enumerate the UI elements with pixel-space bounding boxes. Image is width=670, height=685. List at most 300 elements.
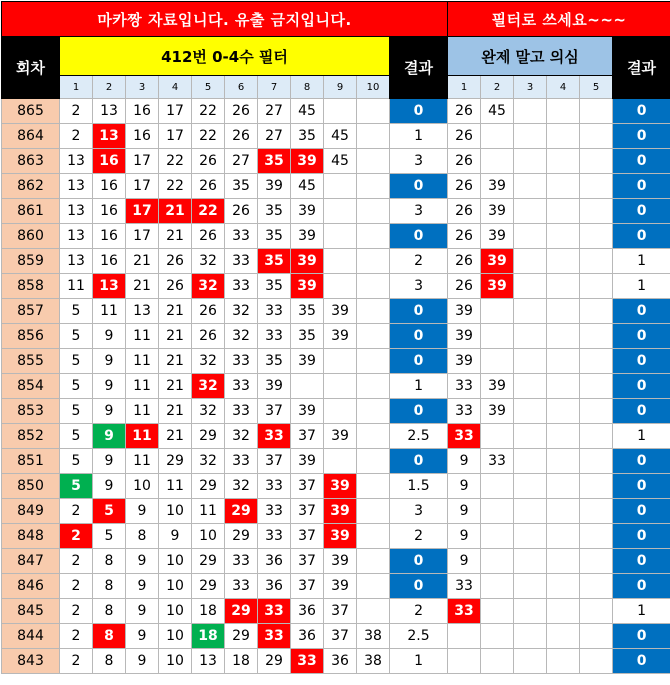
filter-cell bbox=[357, 124, 390, 149]
filter-cell: 26 bbox=[225, 99, 258, 124]
doubt-cell bbox=[580, 449, 613, 474]
filter-cell: 2 bbox=[60, 524, 93, 549]
filter-cell: 39 bbox=[291, 149, 324, 174]
doubt-cell bbox=[514, 549, 547, 574]
filter-title: 412번 0-4수 필터 bbox=[60, 37, 390, 76]
table-row bbox=[2, 474, 670, 499]
filter-cell: 21 bbox=[159, 424, 192, 449]
round-cell: 843 bbox=[2, 649, 60, 674]
filter-cell: 8 bbox=[126, 524, 159, 549]
doubt-cell: 9 bbox=[448, 499, 481, 524]
result-cell: 0 bbox=[390, 449, 448, 474]
result2-cell: 0 bbox=[613, 299, 670, 324]
filter-cell bbox=[357, 549, 390, 574]
doubt-cell bbox=[580, 224, 613, 249]
filter-cell: 9 bbox=[93, 349, 126, 374]
filter-cell: 35 bbox=[258, 349, 291, 374]
doubt-cell bbox=[547, 424, 580, 449]
filter-cell: 29 bbox=[192, 549, 225, 574]
round-cell: 861 bbox=[2, 199, 60, 224]
result2-cell: 0 bbox=[613, 474, 670, 499]
result2-cell: 1 bbox=[613, 249, 670, 274]
filter-cell: 39 bbox=[324, 499, 357, 524]
filter-cell: 33 bbox=[225, 224, 258, 249]
filter-cell: 21 bbox=[159, 224, 192, 249]
filter-cell: 11 bbox=[126, 424, 159, 449]
filter-cell bbox=[357, 274, 390, 299]
result-header: 결과 bbox=[390, 37, 448, 99]
doubt-cell bbox=[481, 499, 514, 524]
filter-cell: 33 bbox=[225, 574, 258, 599]
filter-cell: 39 bbox=[324, 549, 357, 574]
filter-cell: 5 bbox=[60, 374, 93, 399]
result2-cell: 1 bbox=[613, 424, 670, 449]
filter-cell bbox=[357, 424, 390, 449]
doubt-cell: 39 bbox=[481, 399, 514, 424]
result2-cell: 0 bbox=[613, 349, 670, 374]
filter-cell: 33 bbox=[225, 374, 258, 399]
doubt-cell: 33 bbox=[448, 399, 481, 424]
filter-cell: 39 bbox=[291, 399, 324, 424]
doubt-cell bbox=[547, 599, 580, 624]
doubt-cell bbox=[580, 599, 613, 624]
result-cell: 2 bbox=[390, 249, 448, 274]
filter-cell: 17 bbox=[159, 124, 192, 149]
result-cell: 0 bbox=[390, 99, 448, 124]
doubt-cell bbox=[547, 299, 580, 324]
filter-cell bbox=[291, 374, 324, 399]
doubt-cell: 9 bbox=[448, 524, 481, 549]
result2-cell: 0 bbox=[613, 374, 670, 399]
doubt-cell bbox=[514, 474, 547, 499]
filter-cell: 22 bbox=[192, 99, 225, 124]
table-row bbox=[2, 199, 670, 224]
doubt-cell bbox=[547, 224, 580, 249]
filter-cell: 17 bbox=[126, 224, 159, 249]
filter-cell: 39 bbox=[291, 349, 324, 374]
doubt-cell bbox=[514, 99, 547, 124]
round-cell: 848 bbox=[2, 524, 60, 549]
result2-cell: 0 bbox=[613, 149, 670, 174]
filter-cell: 21 bbox=[159, 199, 192, 224]
filter-cell: 16 bbox=[93, 224, 126, 249]
doubt-cell: 26 bbox=[448, 249, 481, 274]
filter-cell: 10 bbox=[159, 574, 192, 599]
filter-cell: 39 bbox=[291, 274, 324, 299]
filter-cell: 38 bbox=[357, 624, 390, 649]
filter-cell: 35 bbox=[291, 324, 324, 349]
table-row bbox=[2, 499, 670, 524]
filter-cell: 10 bbox=[159, 599, 192, 624]
table-row bbox=[2, 174, 670, 199]
round-cell: 856 bbox=[2, 324, 60, 349]
round-cell: 845 bbox=[2, 599, 60, 624]
filter-cell: 33 bbox=[225, 249, 258, 274]
result2-cell: 0 bbox=[613, 549, 670, 574]
filter-cell bbox=[357, 574, 390, 599]
doubt-cell bbox=[580, 374, 613, 399]
filter-cell: 37 bbox=[291, 524, 324, 549]
doubt-cell bbox=[514, 374, 547, 399]
filter-cell: 9 bbox=[93, 324, 126, 349]
doubt-cell bbox=[481, 599, 514, 624]
filter-cell: 37 bbox=[258, 399, 291, 424]
doubt-cell: 26 bbox=[448, 149, 481, 174]
doubt-cell bbox=[514, 399, 547, 424]
filter-cell bbox=[324, 174, 357, 199]
result-cell: 0 bbox=[390, 399, 448, 424]
result-cell: 0 bbox=[390, 574, 448, 599]
doubt-cell bbox=[481, 549, 514, 574]
doubt-cell bbox=[514, 124, 547, 149]
filter-cell: 29 bbox=[258, 649, 291, 674]
doubt-cell bbox=[580, 199, 613, 224]
filter-cell: 13 bbox=[60, 174, 93, 199]
filter-cell: 9 bbox=[126, 649, 159, 674]
filter-cell: 39 bbox=[324, 574, 357, 599]
filter-col-8: 8 bbox=[291, 76, 324, 99]
filter-cell: 39 bbox=[324, 524, 357, 549]
doubt-cell bbox=[547, 374, 580, 399]
filter-cell: 16 bbox=[93, 249, 126, 274]
filter-cell bbox=[357, 399, 390, 424]
filter-cell: 36 bbox=[258, 574, 291, 599]
banner-left: 마카짱 자료입니다. 유출 금지입니다. bbox=[2, 2, 448, 37]
doubt-cell bbox=[547, 249, 580, 274]
filter-cell: 16 bbox=[93, 174, 126, 199]
filter-cell: 35 bbox=[258, 199, 291, 224]
filter-cell bbox=[324, 199, 357, 224]
doubt-cell bbox=[580, 249, 613, 274]
result-cell: 0 bbox=[390, 174, 448, 199]
doubt-cell bbox=[547, 99, 580, 124]
filter-cell bbox=[357, 474, 390, 499]
doubt-cell bbox=[481, 149, 514, 174]
filter-cell: 29 bbox=[192, 424, 225, 449]
table-row bbox=[2, 624, 670, 649]
filter-cell: 45 bbox=[291, 99, 324, 124]
filter-cell: 33 bbox=[225, 449, 258, 474]
result2-cell: 0 bbox=[613, 224, 670, 249]
doubt-cell: 9 bbox=[448, 474, 481, 499]
result-cell: 2 bbox=[390, 524, 448, 549]
filter-cell: 39 bbox=[291, 449, 324, 474]
doubt-cell bbox=[547, 324, 580, 349]
filter-cell: 9 bbox=[93, 449, 126, 474]
filter-cell: 33 bbox=[225, 274, 258, 299]
filter-cell: 37 bbox=[258, 449, 291, 474]
filter-cell: 11 bbox=[126, 449, 159, 474]
filter-cell: 29 bbox=[225, 499, 258, 524]
table-row bbox=[2, 149, 670, 174]
filter-cell: 35 bbox=[258, 224, 291, 249]
table-row bbox=[2, 424, 670, 449]
doubt-cell: 45 bbox=[481, 99, 514, 124]
filter-cell: 13 bbox=[93, 99, 126, 124]
filter-cell: 39 bbox=[324, 424, 357, 449]
filter-cell: 32 bbox=[192, 449, 225, 474]
doubt-cell bbox=[514, 624, 547, 649]
doubt-cell bbox=[580, 549, 613, 574]
round-cell: 858 bbox=[2, 274, 60, 299]
filter-cell: 13 bbox=[192, 649, 225, 674]
filter-cell bbox=[357, 199, 390, 224]
doubt-cell: 39 bbox=[481, 274, 514, 299]
filter-cell bbox=[357, 374, 390, 399]
filter-cell: 37 bbox=[291, 424, 324, 449]
filter-cell: 18 bbox=[225, 649, 258, 674]
filter-col-9: 9 bbox=[324, 76, 357, 99]
doubt-cell bbox=[514, 299, 547, 324]
filter-cell: 35 bbox=[258, 274, 291, 299]
round-cell: 854 bbox=[2, 374, 60, 399]
filter-cell: 29 bbox=[192, 474, 225, 499]
filter-cell: 45 bbox=[324, 124, 357, 149]
doubt-title: 완제 말고 의심 bbox=[448, 37, 613, 76]
filter-cell bbox=[324, 374, 357, 399]
doubt-cell bbox=[580, 349, 613, 374]
doubt-cell bbox=[580, 174, 613, 199]
table-row bbox=[2, 524, 670, 549]
filter-col-1: 1 bbox=[60, 76, 93, 99]
filter-cell bbox=[324, 449, 357, 474]
doubt-cell: 39 bbox=[481, 224, 514, 249]
result-cell: 3 bbox=[390, 499, 448, 524]
doubt-cell: 33 bbox=[481, 449, 514, 474]
doubt-cell bbox=[514, 149, 547, 174]
doubt-cell: 33 bbox=[448, 424, 481, 449]
table-row bbox=[2, 249, 670, 274]
filter-cell: 11 bbox=[159, 474, 192, 499]
filter-cell: 26 bbox=[192, 299, 225, 324]
round-cell: 844 bbox=[2, 624, 60, 649]
table-row bbox=[2, 324, 670, 349]
doubt-cell bbox=[547, 274, 580, 299]
filter-cell bbox=[357, 449, 390, 474]
doubt-cell bbox=[580, 399, 613, 424]
filter-cell: 33 bbox=[258, 324, 291, 349]
filter-cell: 37 bbox=[324, 599, 357, 624]
filter-cell: 11 bbox=[60, 274, 93, 299]
filter-cell: 8 bbox=[93, 624, 126, 649]
filter-cell: 37 bbox=[291, 574, 324, 599]
doubt-cell bbox=[580, 324, 613, 349]
filter-cell: 21 bbox=[159, 324, 192, 349]
result-cell: 1 bbox=[390, 374, 448, 399]
doubt-cell bbox=[481, 349, 514, 374]
filter-cell: 33 bbox=[258, 524, 291, 549]
doubt-col-1: 1 bbox=[448, 76, 481, 99]
filter-cell: 36 bbox=[258, 549, 291, 574]
result2-cell: 0 bbox=[613, 624, 670, 649]
filter-cell: 32 bbox=[225, 324, 258, 349]
doubt-cell: 9 bbox=[448, 449, 481, 474]
doubt-cell: 33 bbox=[448, 374, 481, 399]
doubt-cell: 39 bbox=[448, 324, 481, 349]
filter-cell: 29 bbox=[192, 574, 225, 599]
filter-cell: 11 bbox=[126, 324, 159, 349]
filter-cell: 11 bbox=[126, 399, 159, 424]
filter-col-5: 5 bbox=[192, 76, 225, 99]
table-row bbox=[2, 99, 670, 124]
doubt-cell bbox=[580, 274, 613, 299]
filter-cell: 33 bbox=[258, 599, 291, 624]
doubt-cell: 26 bbox=[448, 199, 481, 224]
filter-cell bbox=[324, 399, 357, 424]
doubt-cell: 39 bbox=[481, 199, 514, 224]
filter-cell: 33 bbox=[258, 424, 291, 449]
filter-cell bbox=[324, 349, 357, 374]
filter-cell: 2 bbox=[60, 549, 93, 574]
doubt-cell bbox=[481, 299, 514, 324]
filter-cell bbox=[357, 224, 390, 249]
doubt-cell: 39 bbox=[448, 299, 481, 324]
doubt-cell: 26 bbox=[448, 274, 481, 299]
doubt-cell bbox=[580, 99, 613, 124]
doubt-cell bbox=[580, 424, 613, 449]
round-cell: 847 bbox=[2, 549, 60, 574]
result2-cell: 0 bbox=[613, 99, 670, 124]
filter-cell: 32 bbox=[192, 249, 225, 274]
filter-cell: 8 bbox=[93, 549, 126, 574]
round-cell: 864 bbox=[2, 124, 60, 149]
round-cell: 859 bbox=[2, 249, 60, 274]
filter-cell: 16 bbox=[126, 99, 159, 124]
result2-cell: 1 bbox=[613, 274, 670, 299]
doubt-cell: 33 bbox=[448, 574, 481, 599]
doubt-cell bbox=[514, 449, 547, 474]
filter-cell: 2 bbox=[60, 124, 93, 149]
filter-cell: 33 bbox=[258, 499, 291, 524]
doubt-cell bbox=[547, 149, 580, 174]
result2-cell: 0 bbox=[613, 649, 670, 674]
result-cell: 2.5 bbox=[390, 424, 448, 449]
result-cell: 2.5 bbox=[390, 624, 448, 649]
round-cell: 863 bbox=[2, 149, 60, 174]
filter-cell: 32 bbox=[192, 349, 225, 374]
filter-col-10: 10 bbox=[357, 76, 390, 99]
filter-cell: 13 bbox=[93, 274, 126, 299]
filter-cell: 10 bbox=[159, 624, 192, 649]
result2-cell: 0 bbox=[613, 524, 670, 549]
doubt-cell bbox=[580, 299, 613, 324]
filter-cell: 26 bbox=[192, 149, 225, 174]
filter-cell bbox=[357, 149, 390, 174]
result-cell: 1 bbox=[390, 124, 448, 149]
filter-cell bbox=[357, 599, 390, 624]
result-cell: 1 bbox=[390, 649, 448, 674]
filter-cell: 32 bbox=[192, 374, 225, 399]
doubt-cell bbox=[547, 349, 580, 374]
doubt-cell bbox=[514, 174, 547, 199]
round-cell: 862 bbox=[2, 174, 60, 199]
doubt-cell bbox=[514, 224, 547, 249]
filter-cell: 10 bbox=[159, 499, 192, 524]
result2-header: 결과 bbox=[613, 37, 670, 99]
filter-cell bbox=[357, 299, 390, 324]
result2-cell: 0 bbox=[613, 499, 670, 524]
result2-cell: 0 bbox=[613, 199, 670, 224]
doubt-cell bbox=[547, 524, 580, 549]
filter-cell: 21 bbox=[159, 349, 192, 374]
filter-cell: 5 bbox=[93, 524, 126, 549]
filter-cell: 32 bbox=[225, 424, 258, 449]
filter-cell: 21 bbox=[126, 274, 159, 299]
doubt-cell bbox=[514, 274, 547, 299]
filter-cell: 16 bbox=[126, 124, 159, 149]
table-row bbox=[2, 274, 670, 299]
table-row bbox=[2, 124, 670, 149]
filter-cell: 18 bbox=[192, 599, 225, 624]
filter-cell: 13 bbox=[60, 224, 93, 249]
result-cell: 3 bbox=[390, 149, 448, 174]
filter-cell: 32 bbox=[225, 474, 258, 499]
filter-cell bbox=[357, 324, 390, 349]
filter-cell: 33 bbox=[291, 649, 324, 674]
filter-cell: 11 bbox=[192, 499, 225, 524]
filter-cell: 9 bbox=[93, 424, 126, 449]
doubt-cell: 26 bbox=[448, 174, 481, 199]
doubt-cell bbox=[547, 199, 580, 224]
doubt-cell bbox=[514, 424, 547, 449]
doubt-cell bbox=[580, 499, 613, 524]
doubt-cell bbox=[481, 574, 514, 599]
doubt-cell bbox=[448, 624, 481, 649]
filter-cell bbox=[324, 274, 357, 299]
doubt-cell bbox=[514, 599, 547, 624]
filter-cell: 21 bbox=[159, 374, 192, 399]
filter-cell: 33 bbox=[258, 299, 291, 324]
round-cell: 849 bbox=[2, 499, 60, 524]
filter-cell: 5 bbox=[60, 399, 93, 424]
filter-cell: 27 bbox=[225, 149, 258, 174]
filter-cell: 21 bbox=[126, 249, 159, 274]
filter-cell: 45 bbox=[291, 174, 324, 199]
filter-cell: 27 bbox=[258, 124, 291, 149]
round-cell: 857 bbox=[2, 299, 60, 324]
table-row bbox=[2, 299, 670, 324]
round-cell: 853 bbox=[2, 399, 60, 424]
filter-cell: 17 bbox=[126, 149, 159, 174]
doubt-cell: 26 bbox=[448, 124, 481, 149]
doubt-cell bbox=[481, 124, 514, 149]
filter-cell: 10 bbox=[126, 474, 159, 499]
doubt-cell: 39 bbox=[448, 349, 481, 374]
filter-cell: 35 bbox=[291, 299, 324, 324]
result2-cell: 0 bbox=[613, 574, 670, 599]
filter-cell: 32 bbox=[192, 274, 225, 299]
filter-cell: 26 bbox=[192, 224, 225, 249]
table-row bbox=[2, 374, 670, 399]
filter-cell: 8 bbox=[93, 649, 126, 674]
filter-cell: 26 bbox=[192, 324, 225, 349]
filter-cell: 13 bbox=[60, 199, 93, 224]
filter-cell: 39 bbox=[291, 224, 324, 249]
round-cell: 860 bbox=[2, 224, 60, 249]
doubt-cell: 39 bbox=[481, 374, 514, 399]
doubt-cell bbox=[547, 474, 580, 499]
filter-cell: 8 bbox=[93, 599, 126, 624]
filter-cell: 10 bbox=[192, 524, 225, 549]
filter-cell bbox=[324, 249, 357, 274]
filter-cell: 33 bbox=[258, 624, 291, 649]
filter-cell: 33 bbox=[225, 549, 258, 574]
filter-cell: 26 bbox=[225, 199, 258, 224]
result-cell: 2 bbox=[390, 599, 448, 624]
doubt-col-5: 5 bbox=[580, 76, 613, 99]
table-row bbox=[2, 599, 670, 624]
filter-cell: 5 bbox=[60, 474, 93, 499]
